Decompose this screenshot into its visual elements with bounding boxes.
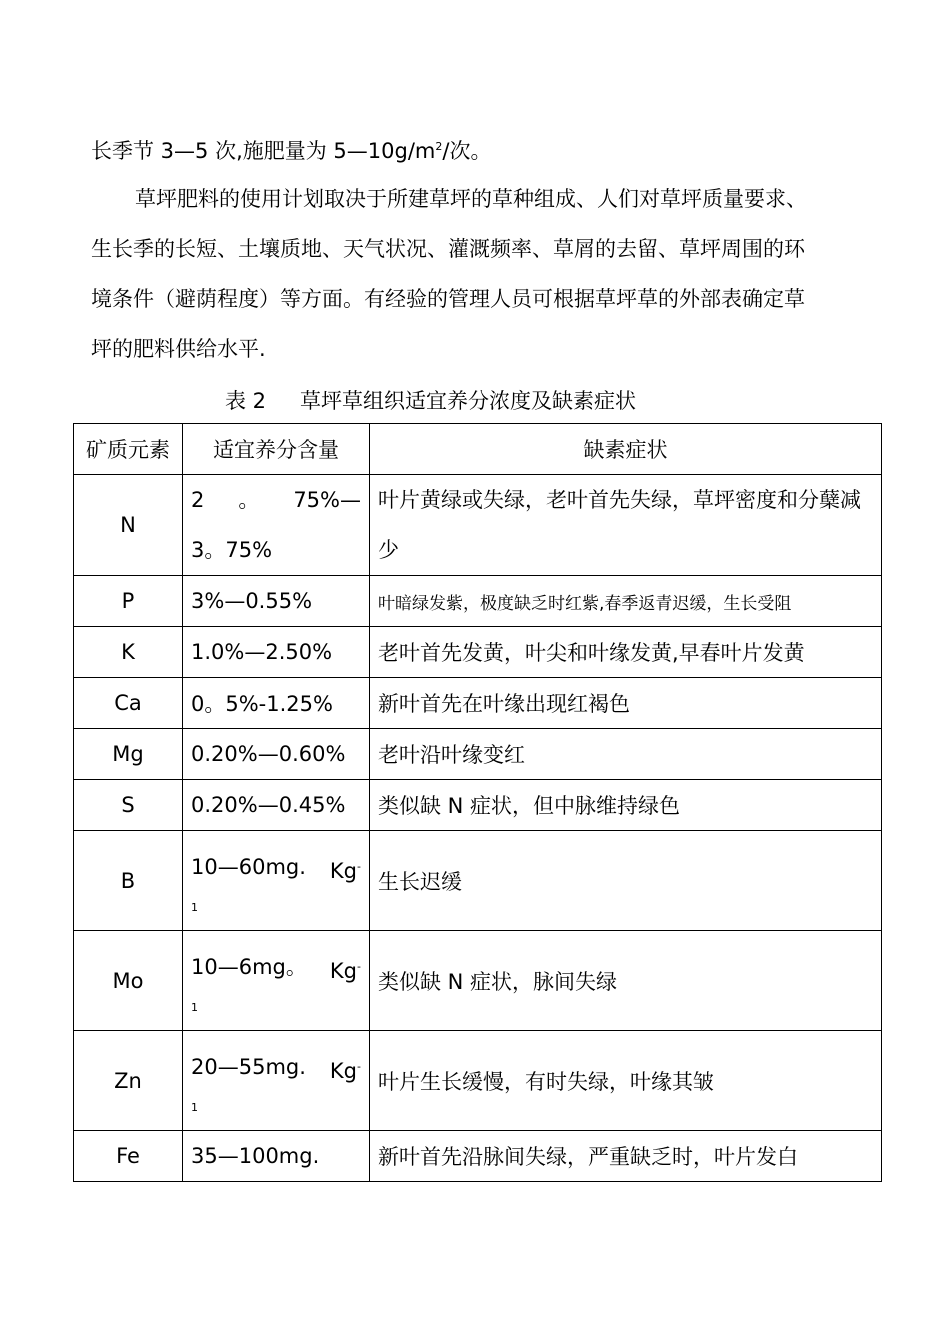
caption-title: 草坪草组织适宜养分浓度及缺素症状 xyxy=(300,389,637,413)
table-row xyxy=(74,780,882,831)
range-part: Kg xyxy=(329,858,358,883)
symptom-cell: 老叶首先发黄，叶尖和叶缘发黄,早春叶片发黄 xyxy=(370,627,882,678)
element-cell: Ca xyxy=(74,678,183,729)
symptom-part: 少 xyxy=(378,538,399,562)
table-row xyxy=(74,678,882,729)
symptom-cell: 新叶首先沿脉间失绿，严重缺乏时，叶片发白 xyxy=(370,1131,882,1182)
table-row xyxy=(74,931,882,1031)
range-part: 10—6mg。 xyxy=(191,954,307,979)
text-run: 长季节 3—5 次,施肥量为 5—10g/m xyxy=(91,139,436,163)
table-row xyxy=(74,831,882,931)
table-caption xyxy=(225,386,636,416)
range-part: Kg xyxy=(329,1058,358,1083)
paragraph-line-1 xyxy=(91,136,491,166)
paragraph-line-3: 生长季的长短、土壤质地、天气状况、灌溉频率、草屑的去留、草坪周围的环 xyxy=(91,237,805,261)
symptom-cell: 老叶沿叶缘变红 xyxy=(370,729,882,780)
range-subscript: 1 xyxy=(191,1000,198,1014)
table-row xyxy=(74,1031,882,1131)
element-cell: N xyxy=(74,475,183,576)
element-cell: P xyxy=(74,576,183,627)
element-cell: Fe xyxy=(74,1131,183,1182)
range-cell: 0.20%—0.45% xyxy=(183,780,370,831)
range-cell: 3%—0.55% xyxy=(183,576,370,627)
range-subscript: 1 xyxy=(191,900,198,914)
range-part: 10—60mg. xyxy=(191,854,306,879)
range-cell xyxy=(183,1031,370,1131)
range-part: 75%— xyxy=(293,488,361,512)
element-cell: Mo xyxy=(74,931,183,1031)
superscript: 2 xyxy=(435,140,443,153)
range-cell: 1.0%—2.50% xyxy=(183,627,370,678)
paragraph-line-4: 境条件（避荫程度）等方面。有经验的管理人员可根据草坪草的外部表确定草 xyxy=(91,287,805,311)
range-cell: 35—100mg. xyxy=(183,1131,370,1182)
paragraph-line-5: 坪的肥料供给水平. xyxy=(91,337,266,361)
symptom-cell: 类似缺 N 症状，脉间失绿 xyxy=(370,931,882,1031)
range-cell: 0。5%-1.25% xyxy=(183,678,370,729)
table-row xyxy=(74,627,882,678)
header-symptom: 缺素症状 xyxy=(370,424,882,475)
table-row xyxy=(74,729,882,780)
element-cell: K xyxy=(74,627,183,678)
header-range: 适宜养分含量 xyxy=(183,424,370,475)
table-row xyxy=(74,1131,882,1182)
table-header-row xyxy=(74,424,882,475)
element-cell: Mg xyxy=(74,729,183,780)
range-subscript: 1 xyxy=(191,1100,198,1114)
symptom-cell: 叶暗绿发紫，极度缺乏时红紫,春季返青迟缓，生长受阻 xyxy=(370,576,882,627)
range-cell: 0.20%—0.60% xyxy=(183,729,370,780)
range-part: 20—55mg. xyxy=(191,1054,306,1079)
paragraph-line-2: 草坪肥料的使用计划取决于所建草坪的草种组成、人们对草坪质量要求、 xyxy=(135,187,807,211)
table-row xyxy=(74,475,882,576)
symptom-cell: 叶片生长缓慢，有时失绿，叶缘其皱 xyxy=(370,1031,882,1131)
symptom-cell xyxy=(370,475,882,576)
element-cell: S xyxy=(74,780,183,831)
symptom-part: 叶片黄绿或失绿，老叶首先失绿，草坪密度和分蘖减 xyxy=(378,488,861,512)
range-part: 3。75% xyxy=(191,538,273,562)
text-run: /次。 xyxy=(442,139,492,163)
header-element: 矿质元素 xyxy=(74,424,183,475)
symptom-cell: 类似缺 N 症状，但中脉维持绿色 xyxy=(370,780,882,831)
element-cell: B xyxy=(74,831,183,931)
table-row xyxy=(74,576,882,627)
range-part: Kg xyxy=(329,958,358,983)
range-part: 。 xyxy=(238,488,260,512)
superscript: - xyxy=(357,1059,361,1073)
element-cell: Zn xyxy=(74,1031,183,1131)
symptom-cell: 新叶首先在叶缘出现红褐色 xyxy=(370,678,882,729)
range-cell xyxy=(183,831,370,931)
range-part: 2 xyxy=(191,488,205,512)
superscript: - xyxy=(357,859,361,873)
nutrient-table xyxy=(73,423,882,1182)
range-cell xyxy=(183,475,370,576)
caption-number: 表 2 xyxy=(225,389,267,413)
range-cell xyxy=(183,931,370,1031)
superscript: - xyxy=(357,959,361,973)
symptom-cell: 生长迟缓 xyxy=(370,831,882,931)
